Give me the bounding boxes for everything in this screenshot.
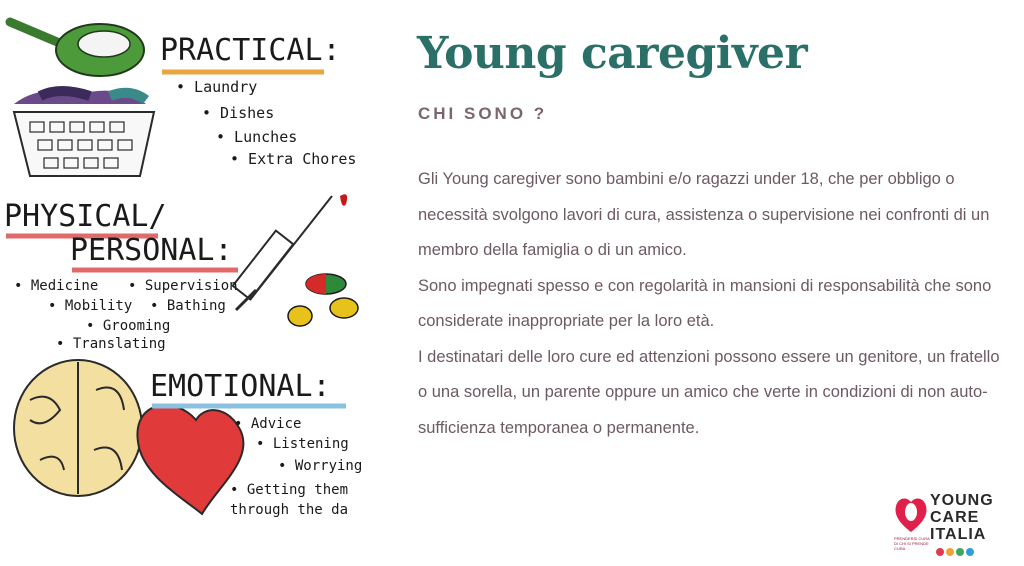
svg-text:• Dishes: • Dishes xyxy=(202,104,275,122)
paragraph-definition: Gli Young caregiver sono bambini e/o ragazzi under 18, che per obbligo o necessità svolgono lavori di cura, assistenza o supervisione nei confronti di un membro della famiglia o di un amico. xyxy=(418,170,990,259)
svg-text:• Lunches: • Lunches xyxy=(216,128,298,146)
logo-wordmark: YOUNG CARE ITALIA xyxy=(930,492,994,543)
description-text xyxy=(418,162,1003,446)
logo-dot-blue xyxy=(966,548,974,556)
svg-text:• Worrying: • Worrying xyxy=(278,458,363,474)
logo-dot-red xyxy=(936,548,944,556)
laundry-basket-icon xyxy=(14,91,154,176)
paragraph-recipients: I destinatari delle loro cure ed attenzioni possono essere un genitore, un fratello o una sorella, un parente oppure un amico che verte in condizioni di non auto-sufficienza temporanea o permanente. xyxy=(418,347,1000,437)
brain-icon xyxy=(14,360,142,496)
physical-heading: PHYSICAL/ xyxy=(4,199,167,234)
practical-heading: PRACTICAL: xyxy=(160,33,341,68)
svg-text:• Grooming: • Grooming xyxy=(86,318,171,334)
frying-pan-icon xyxy=(10,22,144,76)
page-title: Young caregiver xyxy=(417,28,808,79)
young-care-italia-logo xyxy=(892,492,1012,560)
logo-dots xyxy=(936,548,974,556)
section-subtitle: CHI SONO ? xyxy=(418,104,548,123)
svg-text:• Listening: • Listening xyxy=(256,436,349,452)
svg-text:• Mobility: • Mobility xyxy=(48,298,133,314)
logo-dot-orange xyxy=(946,548,954,556)
svg-text:• Getting them: • Getting them xyxy=(230,482,349,498)
svg-text:• Supervision: • Supervision xyxy=(128,278,238,294)
caregiving-illustration xyxy=(0,0,392,566)
svg-text:• Medicine: • Medicine xyxy=(14,278,99,294)
emotional-heading: EMOTIONAL: xyxy=(150,369,331,404)
heart-icon xyxy=(137,405,243,514)
svg-text:through the da: through the da xyxy=(230,502,349,518)
pills-icon xyxy=(288,274,358,326)
svg-text:• Laundry: • Laundry xyxy=(176,78,258,96)
svg-text:• Bathing: • Bathing xyxy=(150,298,226,314)
paragraph-responsibilities: Sono impegnati spesso e con regolarità in mansioni di responsabilità che sono considerate inappropriate per la loro età. xyxy=(418,276,992,330)
logo-heart-icon xyxy=(892,492,930,536)
logo-dot-green xyxy=(956,548,964,556)
svg-text:• Advice: • Advice xyxy=(234,416,302,432)
logo-tagline: PRENDERSI CURA DI CHI SI PRENDE CURA xyxy=(894,536,930,551)
personal-heading: PERSONAL: xyxy=(70,233,233,268)
svg-text:• Translating: • Translating xyxy=(56,336,166,352)
svg-text:• Extra Chores: • Extra Chores xyxy=(230,150,357,168)
